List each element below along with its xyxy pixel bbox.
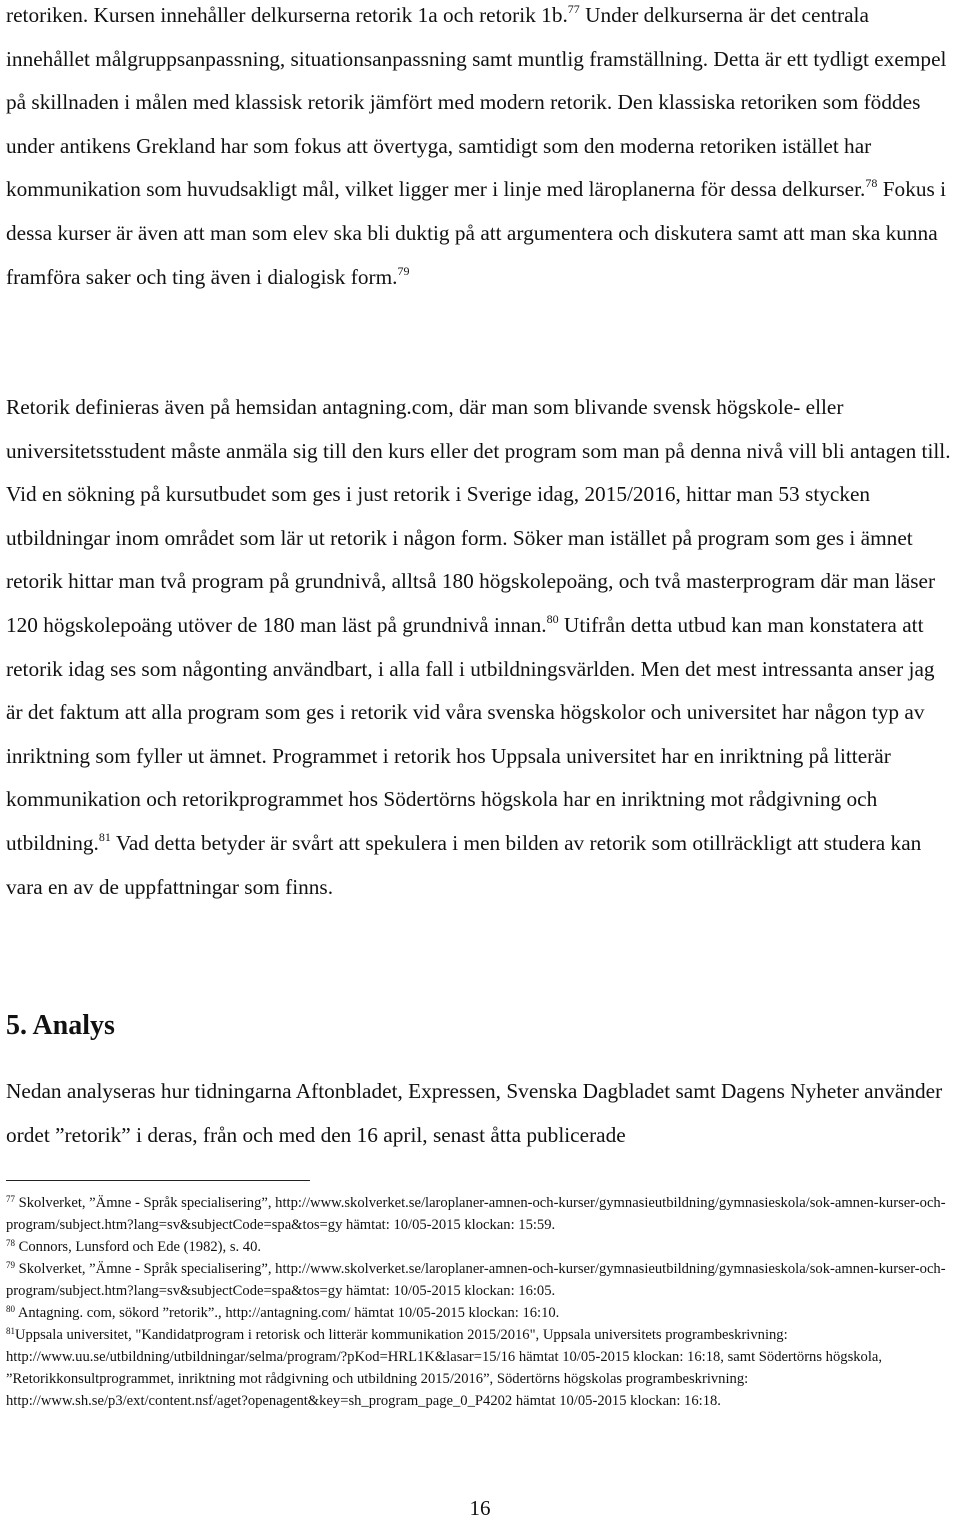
paragraph-text: Utifrån detta utbud kan man konstatera att retorik idag ses som någonting användbart, i alla fall i utbildningsvärlden. Men det mest intressanta anser jag är det faktum att alla program som ges i retorik vid våra svenska högskolor och universitet har någon typ av inriktning som fyller ut ämnet. Programmet i retorik hos Uppsala universitet har en inriktning på litterär kommunikation och retorikprogrammet hos Södertörns högskola har en inriktning mot rådgivning och utbildning. bbox=[6, 612, 935, 855]
body-paragraph-1 bbox=[6, 0, 956, 299]
paragraph-text: retoriken. Kursen innehåller delkurserna retorik 1a och retorik 1b. bbox=[6, 3, 568, 27]
footnote-separator bbox=[6, 1180, 310, 1181]
footnote-number: 80 bbox=[6, 1304, 15, 1314]
footnote-marker: 77 bbox=[567, 2, 580, 16]
footnote-text: Antagning. com, sökord ”retorik”., http://antagning.com/ hämtat 10/05-2015 klockan: 16:10. bbox=[15, 1305, 560, 1321]
body-paragraph-2 bbox=[6, 386, 956, 909]
page-number: 16 bbox=[469, 1496, 491, 1520]
footnote-number: 81 bbox=[6, 1326, 15, 1336]
footnote bbox=[6, 1324, 956, 1412]
paragraph-text: Vad detta betyder är svårt att spekulera i men bilden av retorik som otillräckligt att studera kan vara en av de uppfattningar som finns. bbox=[6, 830, 922, 899]
paragraph-text: Fokus i dessa kurser är även att man som elev ska bli duktig på att argumentera och diskutera samt att man ska kunna framföra saker och ting även i dialogisk form. bbox=[6, 177, 947, 289]
footnote-number: 79 bbox=[6, 1260, 15, 1270]
section-heading: 5. Analys bbox=[6, 1010, 115, 1041]
footnote-marker: 78 bbox=[865, 176, 878, 191]
footnote-text: Uppsala universitet, "Kandidatprogram i retorisk och litterär kommunikation 2015/2016", Uppsala universitets programbeskrivning: http://www.uu.se/utbildning/utbildningar/selma/program/?pKod=HRL1K&lasar=15/16 hämtat 10/05-2015 klockan: 16:18, samt Södertörns högskola, ”Retorikkonsultprogrammet, inriktning mot rådgivning och utbildning 2015/2016”, Södertörns högskolas programbeskrivning: http://www.sh.se/p3/ext/content.nsf/aget?openagent&key=sh_program_page_0_P4202 hämtat 10/05-2015 klockan: 16:18. bbox=[6, 1327, 883, 1409]
paragraph-text: Under delkurserna är det centrala innehållet målgruppsanpassning, situationsanpassning samt muntlig framställning. Detta är ett tydligt exempel på skillnaden i målen med klassisk retorik jämfört med modern retorik. Den klassiska retoriken som föddes under antikens Grekland har som fokus att övertyga, samtidigt som den moderna retoriken istället har kommunikation som huvudsakligt mål, vilket ligger mer i linje med läroplanerna för dessa delkurser. bbox=[6, 3, 947, 202]
footnote bbox=[6, 1236, 956, 1258]
footnote bbox=[6, 1192, 956, 1236]
footnotes bbox=[6, 1192, 956, 1412]
paragraph-text: Nedan analyseras hur tidningarna Aftonbladet, Expressen, Svenska Dagbladet samt Dagens Nyheter använder ordet ”retorik” i deras, från och med den 16 april, senast åtta publicerade bbox=[6, 1079, 943, 1147]
footnote bbox=[6, 1302, 956, 1324]
footnote-marker: 80 bbox=[546, 611, 559, 626]
footnote-number: 77 bbox=[6, 1194, 15, 1204]
footnote-text: Skolverket, ”Ämne - Språk specialisering”, http://www.skolverket.se/laroplaner-amnen-och-kurser/gymnasieutbildning/gymnasieskola/sok-amnen-kurser-och-program/subject.htm?lang=sv&subjectCode=spa&tos=gy hämtat: 10/05-2015 klockan: 15:59. bbox=[6, 1195, 946, 1233]
footnote bbox=[6, 1258, 956, 1302]
footnote-text: Connors, Lunsford och Ede (1982), s. 40. bbox=[15, 1239, 262, 1255]
footnote-text: Skolverket, ”Ämne - Språk specialisering”, http://www.skolverket.se/laroplaner-amnen-och-kurser/gymnasieutbildning/gymnasieskola/sok-amnen-kurser-och-program/subject.htm?lang=sv&subjectCode=spa&tos=gy hämtat: 10/05-2015 klockan: 16:05. bbox=[6, 1261, 946, 1299]
footnote-marker: 81 bbox=[98, 829, 111, 844]
footnote-marker: 79 bbox=[397, 263, 410, 278]
footnote-number: 78 bbox=[6, 1238, 15, 1248]
paragraph-text: Retorik definieras även på hemsidan antagning.com, där man som blivande svensk högskole- eller universitetsstudent måste anmäla sig till den kurs eller det program som man på denna nivå vill bli antagen till. Vid en sökning på kursutbudet som ges i just retorik i Sverige idag, 2015/2016, hittar man 53 stycken utbildningar inom området som lär ut retorik i någon form. Söker man istället på program som ges i ämnet retorik hittar man två program på grundnivå, alltså 180 högskolepoäng, och två masterprogram där man läser 120 högskolepoäng utöver de 180 man läst på grundnivå innan. bbox=[6, 395, 951, 637]
body-paragraph-3 bbox=[6, 1070, 956, 1157]
